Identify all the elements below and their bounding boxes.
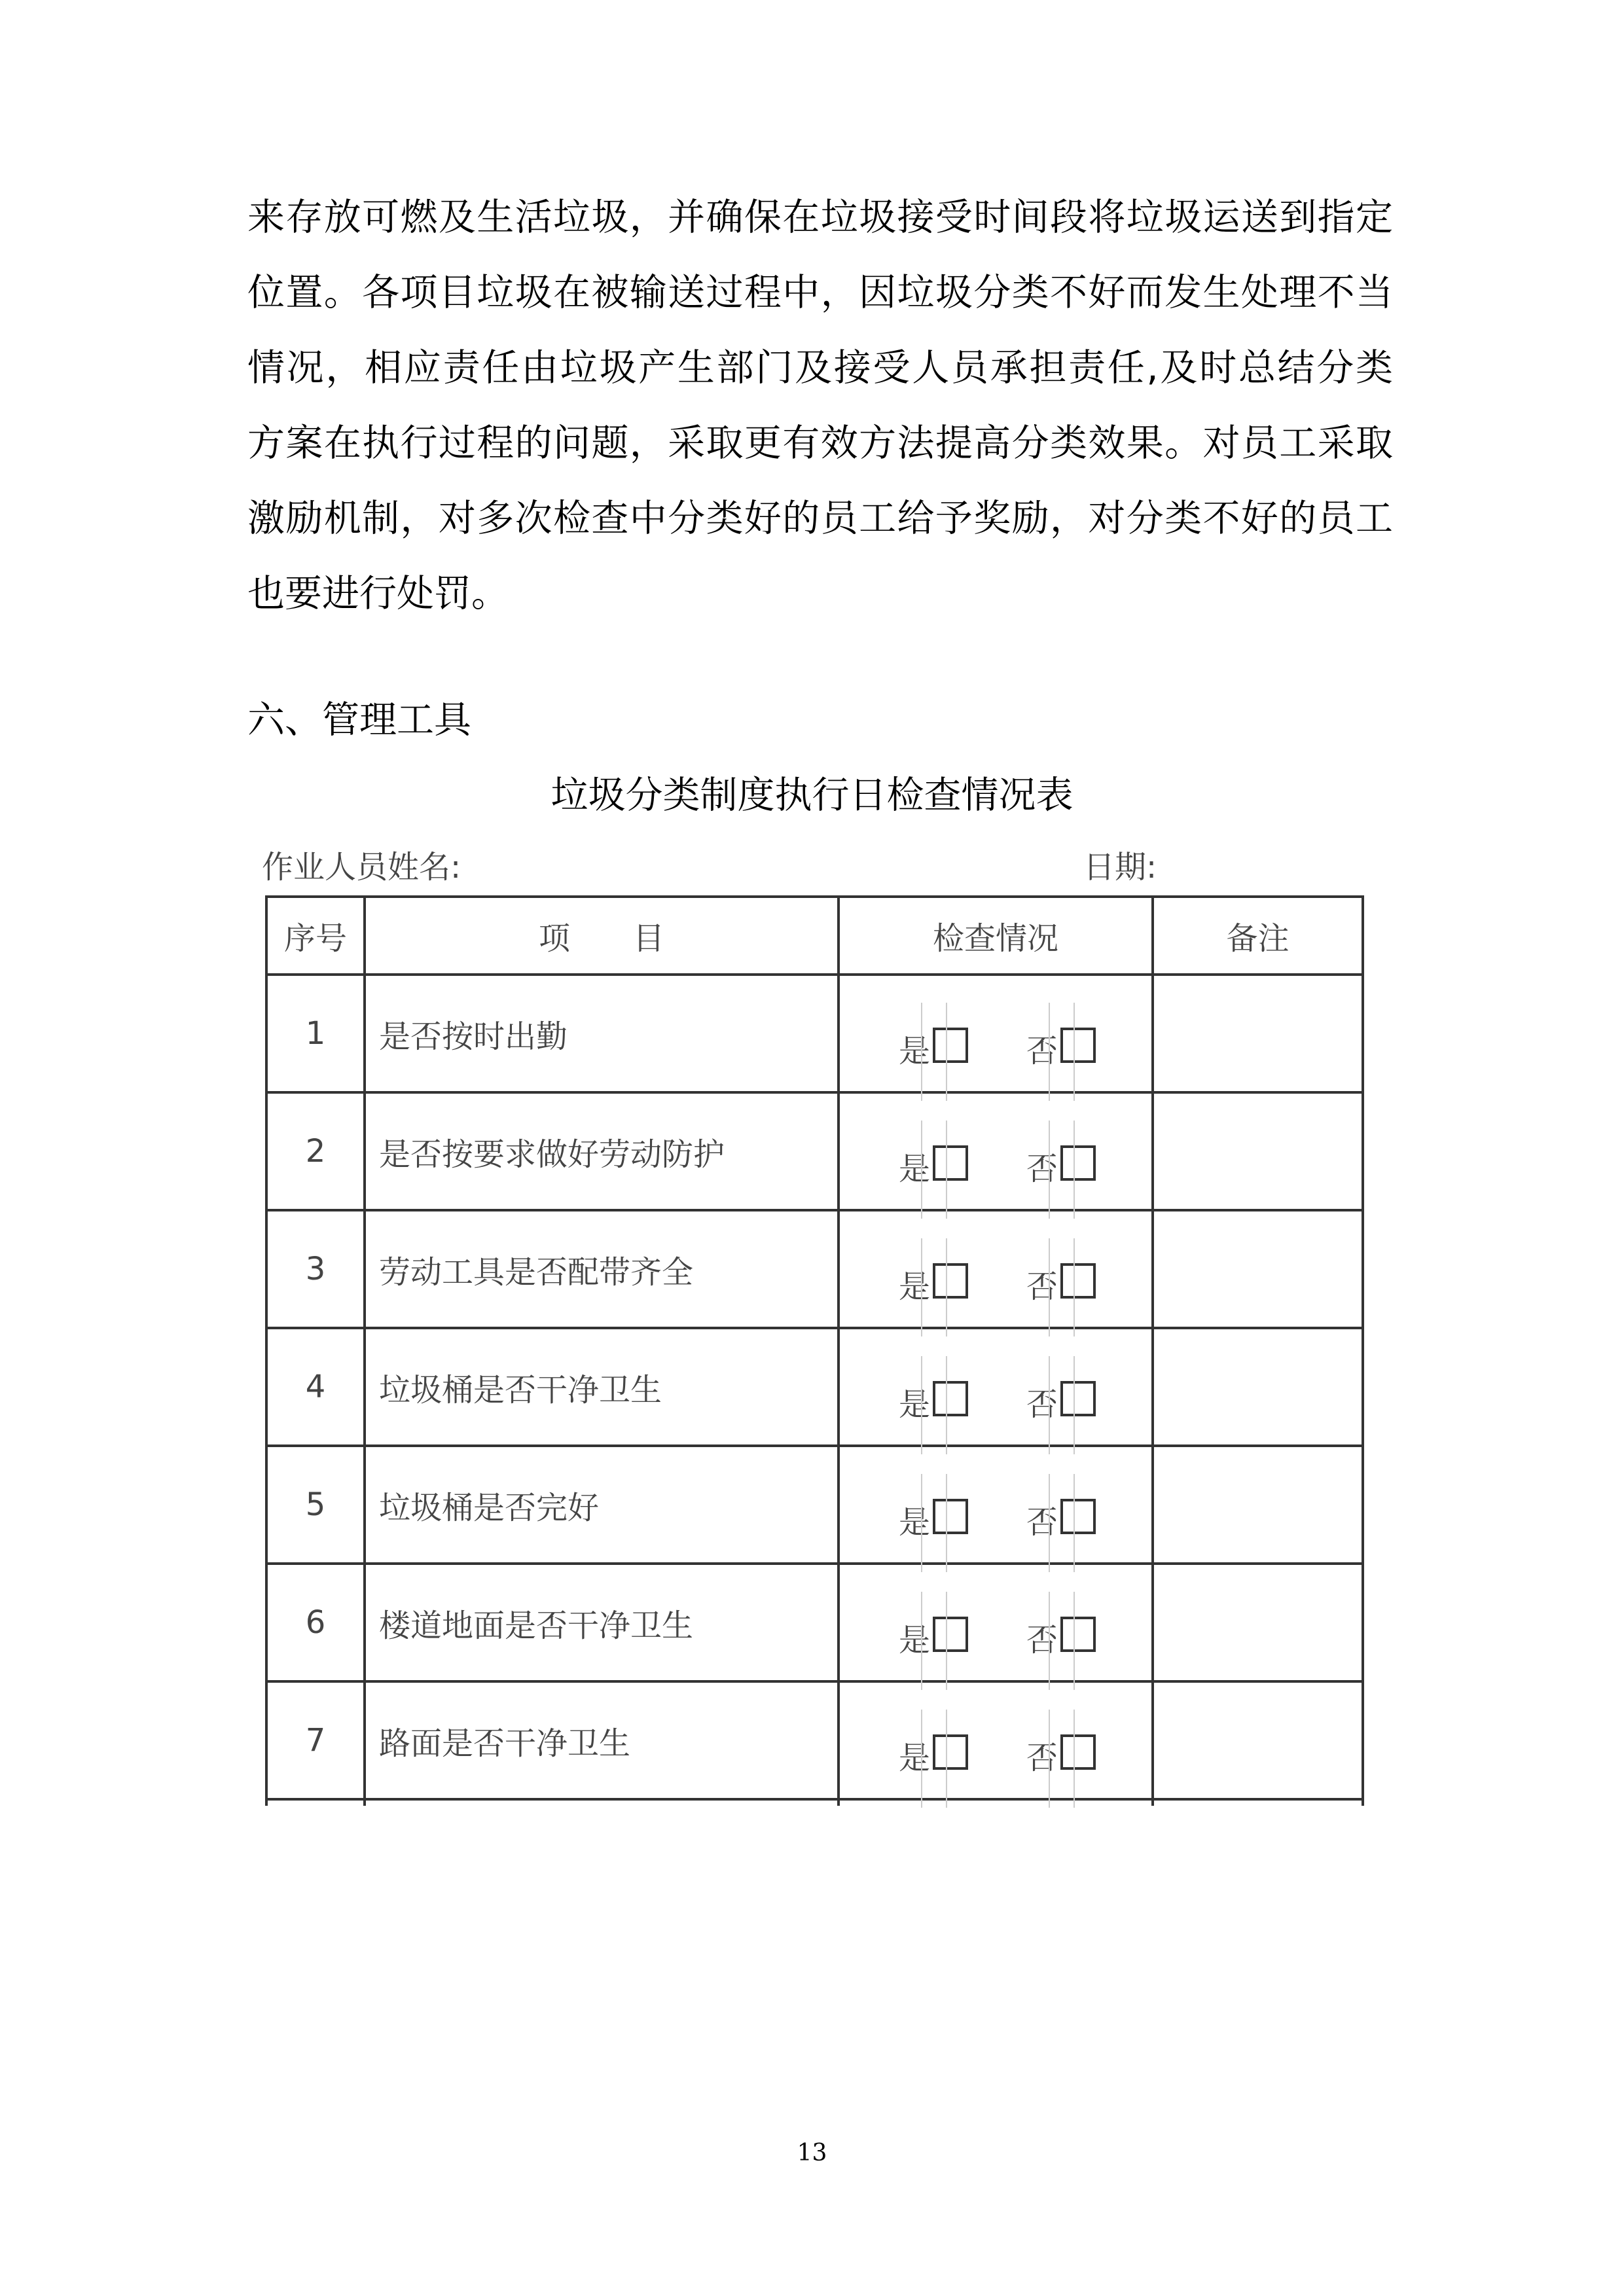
- yes-label: 是: [899, 1268, 931, 1305]
- date-label: 日期:: [1083, 849, 1157, 886]
- row-check-status: [839, 1328, 1153, 1446]
- no-label: 否: [1026, 1268, 1058, 1305]
- row-check-status: [839, 1564, 1153, 1681]
- no-option[interactable]: [1026, 1365, 1096, 1424]
- no-label: 否: [1026, 1033, 1058, 1069]
- no-option[interactable]: [1026, 1601, 1096, 1660]
- no-checkbox[interactable]: [1060, 1617, 1096, 1652]
- table-header-row: [266, 897, 1363, 975]
- row-check-status: [839, 975, 1153, 1092]
- row-remarks[interactable]: [1153, 1328, 1363, 1446]
- yes-label: 是: [899, 1504, 931, 1541]
- row-serial: 2: [266, 1092, 365, 1210]
- header-serial: 序号: [266, 897, 365, 975]
- row-item: 楼道地面是否干净卫生: [365, 1564, 839, 1681]
- yes-label: 是: [899, 1622, 931, 1659]
- row-serial: 6: [266, 1564, 365, 1681]
- body-paragraph: [247, 180, 1393, 632]
- yes-option[interactable]: [899, 1719, 968, 1778]
- no-option[interactable]: [1026, 1247, 1096, 1306]
- yes-checkbox[interactable]: [933, 1145, 968, 1181]
- table-row: [266, 975, 1363, 1092]
- no-checkbox[interactable]: [1060, 1734, 1096, 1770]
- continuation-cell: [365, 1799, 839, 1806]
- no-label: 否: [1026, 1504, 1058, 1541]
- yes-label: 是: [899, 1151, 931, 1187]
- yes-label: 是: [899, 1033, 931, 1069]
- no-option[interactable]: [1026, 1483, 1096, 1542]
- yes-checkbox[interactable]: [933, 1734, 968, 1770]
- row-serial: 1: [266, 975, 365, 1092]
- row-item: 是否按要求做好劳动防护: [365, 1092, 839, 1210]
- no-checkbox[interactable]: [1060, 1499, 1096, 1534]
- paragraph-line: 激励机制，对多次检查中分类好的员工给予奖励，对分类不好的员工: [247, 497, 1393, 540]
- yes-label: 是: [899, 1386, 931, 1423]
- row-remarks[interactable]: [1153, 1564, 1363, 1681]
- paragraph-line: 情况，相应责任由垃圾产生部门及接受人员承担责任,及时总结分类: [247, 346, 1393, 389]
- inspection-table: [265, 895, 1364, 1806]
- paragraph-line: 来存放可燃及生活垃圾，并确保在垃圾接受时间段将垃圾运送到指定: [247, 196, 1393, 239]
- paragraph-line: 也要进行处罚。: [247, 572, 509, 615]
- worker-name-label: 作业人员姓名:: [262, 849, 461, 886]
- table-row: [266, 1210, 1363, 1328]
- row-check-status: [839, 1092, 1153, 1210]
- yes-option[interactable]: [899, 1130, 968, 1189]
- no-option[interactable]: [1026, 1130, 1096, 1189]
- yes-checkbox[interactable]: [933, 1263, 968, 1299]
- header-item: 项 目: [365, 897, 839, 975]
- yes-checkbox[interactable]: [933, 1381, 968, 1416]
- row-remarks[interactable]: [1153, 1446, 1363, 1564]
- no-label: 否: [1026, 1386, 1058, 1423]
- yes-option[interactable]: [899, 1247, 968, 1306]
- page-number: 13: [797, 2140, 827, 2166]
- continuation-cell: [266, 1799, 365, 1806]
- row-item: 是否按时出勤: [365, 975, 839, 1092]
- table-row: [266, 1328, 1363, 1446]
- table-row-continuation: [266, 1799, 1363, 1806]
- row-item: 垃圾桶是否完好: [365, 1446, 839, 1564]
- continuation-cell: [839, 1799, 1153, 1806]
- yes-label: 是: [899, 1740, 931, 1776]
- yes-option[interactable]: [899, 1365, 968, 1424]
- no-checkbox[interactable]: [1060, 1263, 1096, 1299]
- no-checkbox[interactable]: [1060, 1028, 1096, 1063]
- header-check-status: 检查情况: [839, 897, 1153, 975]
- no-label: 否: [1026, 1622, 1058, 1659]
- header-remarks: 备注: [1153, 897, 1363, 975]
- no-checkbox[interactable]: [1060, 1145, 1096, 1181]
- row-remarks[interactable]: [1153, 1681, 1363, 1799]
- no-option[interactable]: [1026, 1719, 1096, 1778]
- continuation-cell: [1153, 1799, 1363, 1806]
- table-row: [266, 1681, 1363, 1799]
- table-row: [266, 1564, 1363, 1681]
- table-title: 垃圾分类制度执行日检查情况表: [550, 774, 1074, 817]
- yes-option[interactable]: [899, 1012, 968, 1071]
- no-option[interactable]: [1026, 1012, 1096, 1071]
- table-row: [266, 1446, 1363, 1564]
- row-remarks[interactable]: [1153, 1092, 1363, 1210]
- yes-option[interactable]: [899, 1601, 968, 1660]
- yes-checkbox[interactable]: [933, 1617, 968, 1652]
- row-remarks[interactable]: [1153, 975, 1363, 1092]
- row-remarks[interactable]: [1153, 1210, 1363, 1328]
- row-item: 劳动工具是否配带齐全: [365, 1210, 839, 1328]
- row-serial: 5: [266, 1446, 365, 1564]
- row-serial: 7: [266, 1681, 365, 1799]
- row-serial: 3: [266, 1210, 365, 1328]
- row-item: 垃圾桶是否干净卫生: [365, 1328, 839, 1446]
- row-check-status: [839, 1681, 1153, 1799]
- section-heading: 六、管理工具: [247, 698, 471, 742]
- row-serial: 4: [266, 1328, 365, 1446]
- yes-option[interactable]: [899, 1483, 968, 1542]
- no-label: 否: [1026, 1151, 1058, 1187]
- no-checkbox[interactable]: [1060, 1381, 1096, 1416]
- yes-checkbox[interactable]: [933, 1028, 968, 1063]
- no-label: 否: [1026, 1740, 1058, 1776]
- row-check-status: [839, 1210, 1153, 1328]
- yes-checkbox[interactable]: [933, 1499, 968, 1534]
- row-item: 路面是否干净卫生: [365, 1681, 839, 1799]
- paragraph-line: 方案在执行过程的问题，采取更有效方法提高分类效果。对员工采取: [247, 422, 1393, 465]
- row-check-status: [839, 1446, 1153, 1564]
- table-body: [266, 975, 1363, 1806]
- table-row: [266, 1092, 1363, 1210]
- paragraph-line: 位置。各项目垃圾在被输送过程中，因垃圾分类不好而发生处理不当: [247, 271, 1393, 314]
